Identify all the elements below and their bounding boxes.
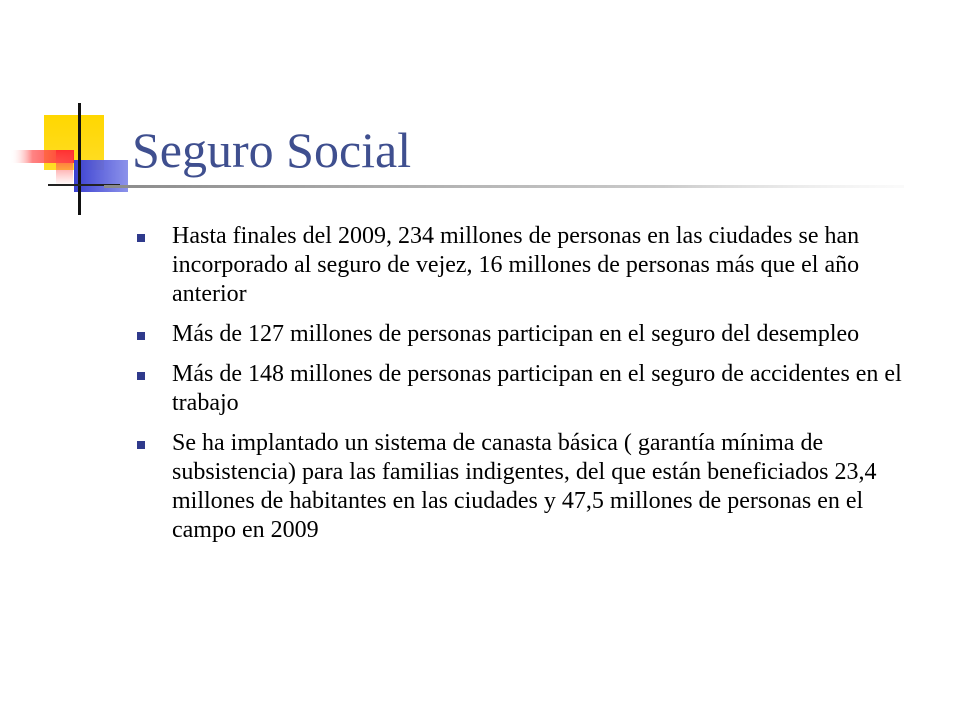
square-bullet-icon (137, 372, 145, 380)
bullet-list (134, 222, 924, 556)
bullet-text: Más de 148 millones de personas participan en el seguro de accidentes en el trabajo (172, 361, 902, 416)
bullet-text: Se ha implantado un sistema de canasta básica ( garantía mínima de subsistencia) para las familias indigentes, del que están beneficiados 23,4 millones de habitantes en las ciudades y 47,5 millones de personas en el campo en 2009 (172, 430, 877, 543)
red-bar-vertical (56, 150, 73, 186)
bullet-item (134, 222, 924, 309)
square-bullet-icon (137, 234, 145, 242)
title-underline (104, 185, 904, 188)
bullet-item (134, 429, 924, 545)
vertical-rule (78, 103, 81, 215)
slide-title: Seguro Social (132, 122, 412, 178)
square-bullet-icon (137, 332, 145, 340)
title-decoration (0, 0, 960, 230)
bullet-text: Más de 127 millones de personas participan en el seguro del desempleo (172, 321, 860, 347)
bullet-item (134, 320, 924, 349)
bullet-item (134, 360, 924, 418)
bullet-text: Hasta finales del 2009, 234 millones de personas en las ciudades se han incorporado al seguro de vejez, 16 millones de personas más que el año anterior (172, 223, 860, 307)
square-bullet-icon (137, 441, 145, 449)
